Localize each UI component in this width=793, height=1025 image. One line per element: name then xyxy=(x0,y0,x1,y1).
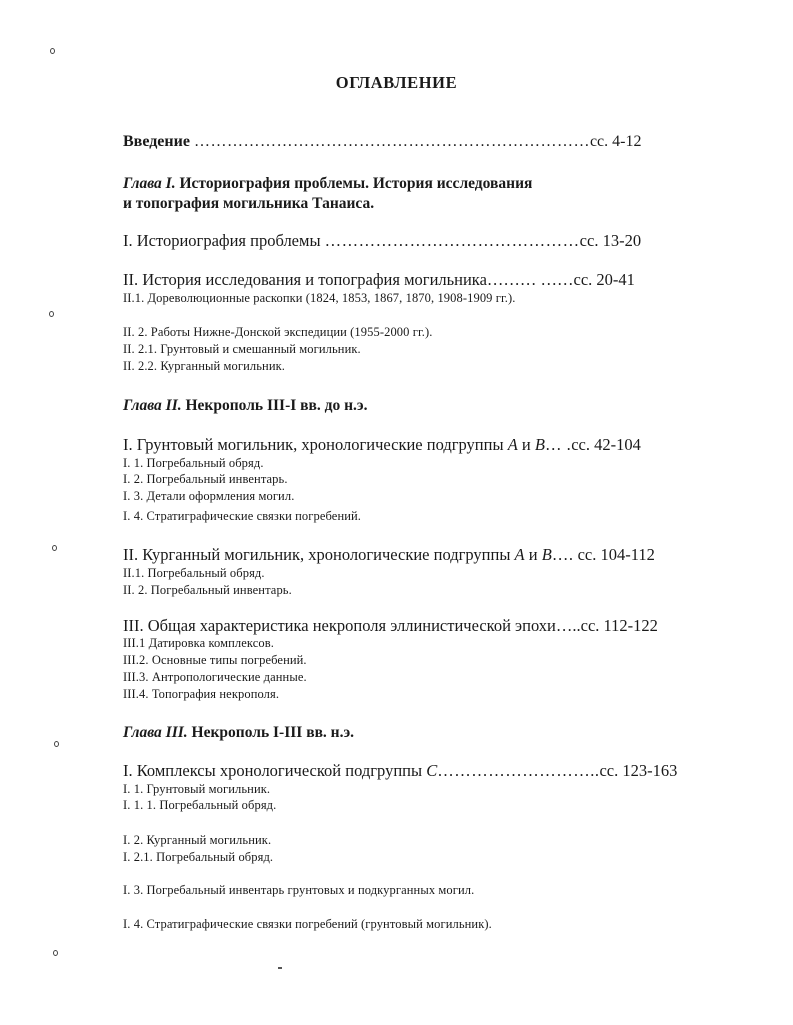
page-title: ОГЛАВЛЕНИЕ xyxy=(335,73,458,92)
leader-dots: ……………………….. xyxy=(437,761,600,780)
toc-subentry[interactable]: I. 2. Погребальный инвентарь. xyxy=(123,472,288,486)
toc-subentry[interactable]: I. 4. Стратиграфические связки погребений. xyxy=(123,509,362,523)
toc-entry[interactable] xyxy=(123,761,677,781)
toc-subentry[interactable]: II. 2.2. Курганный могильник. xyxy=(123,359,286,373)
chapter-1-heading[interactable] xyxy=(123,174,532,194)
scan-speck xyxy=(278,967,282,969)
conjunction: и xyxy=(517,435,535,454)
scan-mark xyxy=(50,48,55,54)
subgroup-letter: С xyxy=(426,761,438,780)
toc-subentry[interactable]: I. 3. Погребальный инвентарь грунтовых и подкурганных могил. xyxy=(123,883,475,897)
scan-mark xyxy=(52,545,57,551)
entry-title: II. Курганный могильник, хронологические подгруппы xyxy=(123,545,515,564)
entry-title: I. Грунтовый могильник, хронологические подгруппы xyxy=(123,435,508,454)
leader-dots: ……………………………………… xyxy=(324,231,580,250)
leader-dots: … . xyxy=(544,435,572,454)
toc-entry[interactable] xyxy=(123,231,641,251)
chapter-1-heading-cont: и топография могильника Танаиса. xyxy=(123,195,375,212)
page-ref: сс. 42-104 xyxy=(571,435,641,454)
toc-subentry[interactable]: III.3. Антропологические данные. xyxy=(123,670,307,684)
page-ref: сс. 112-122 xyxy=(580,616,658,635)
toc-entry[interactable] xyxy=(123,270,635,290)
entry-label: Введение xyxy=(123,133,190,150)
scan-mark xyxy=(54,741,59,747)
page-ref: сс. 123-163 xyxy=(599,761,678,780)
page-ref: сс. 4-12 xyxy=(589,133,642,150)
toc-entry[interactable] xyxy=(123,545,655,565)
leader-dots: …. xyxy=(551,545,574,564)
toc-subentry[interactable]: I. 1. Грунтовый могильник. xyxy=(123,782,271,796)
toc-subentry[interactable]: II.1. Дореволюционные раскопки (1824, 1853, 1867, 1870, 1908-1909 гг.). xyxy=(123,291,516,305)
chapter-label: Глава I. xyxy=(123,175,176,192)
scan-mark xyxy=(53,950,58,956)
toc-subentry[interactable]: I. 3. Детали оформления могил. xyxy=(123,489,295,503)
entry-title: III. Общая характеристика некрополя эллинистической эпохи….. xyxy=(123,616,581,635)
entry-title: I. Историография проблемы xyxy=(123,231,321,250)
toc-subentry[interactable]: III.4. Топография некрополя. xyxy=(123,687,280,701)
chapter-2-heading[interactable] xyxy=(123,396,367,416)
toc-subentry[interactable]: II. 2. Работы Нижне-Донской экспедиции (1955-2000 гг.). xyxy=(123,325,433,339)
chapter-title: Некрополь I-III вв. н.э. xyxy=(191,724,355,741)
conjunction: и xyxy=(524,545,542,564)
toc-subentry[interactable]: I. 2. Курганный могильник. xyxy=(123,833,272,847)
chapter-title: Историография проблемы. История исследования xyxy=(179,175,533,192)
chapter-label: Глава II. xyxy=(123,397,182,414)
subgroup-letter: В xyxy=(534,435,545,454)
subgroup-letter: А xyxy=(507,435,518,454)
page-ref: сс. 104-112 xyxy=(573,545,655,564)
toc-subentry[interactable]: II. 2. Погребальный инвентарь. xyxy=(123,583,292,597)
toc-subentry[interactable]: I. 2.1. Погребальный обряд. xyxy=(123,850,274,864)
subgroup-letter: В xyxy=(541,545,552,564)
entry-title: II. История исследования и топография могильника……… …… xyxy=(123,270,574,289)
page-ref: сс. 20-41 xyxy=(573,270,635,289)
toc-entry-intro[interactable] xyxy=(123,133,641,151)
chapter-title: Некрополь III-I вв. до н.э. xyxy=(185,397,368,414)
page-ref: сс. 13-20 xyxy=(579,231,642,250)
toc-subentry[interactable]: I. 1. Погребальный обряд. xyxy=(123,456,264,470)
chapter-3-heading[interactable] xyxy=(123,723,354,743)
toc-subentry[interactable]: II.1. Погребальный обряд. xyxy=(123,566,265,580)
toc-entry[interactable] xyxy=(123,616,658,636)
toc-subentry[interactable]: I. 1. 1. Погребальный обряд. xyxy=(123,798,277,812)
chapter-label: Глава III. xyxy=(123,724,188,741)
scan-mark xyxy=(49,311,54,317)
entry-title: I. Комплексы хронологической подгруппы xyxy=(123,761,427,780)
toc-entry[interactable] xyxy=(123,435,641,455)
leader-dots: ……………………………………………………………… xyxy=(193,133,590,150)
toc-subentry[interactable]: III.2. Основные типы погребений. xyxy=(123,653,307,667)
toc-subentry[interactable]: I. 4. Стратиграфические связки погребений (грунтовый могильник). xyxy=(123,917,492,931)
toc-subentry[interactable]: II. 2.1. Грунтовый и смешанный могильник. xyxy=(123,342,361,356)
subgroup-letter: А xyxy=(514,545,525,564)
toc-subentry[interactable]: III.1 Датировка комплексов. xyxy=(123,636,274,650)
